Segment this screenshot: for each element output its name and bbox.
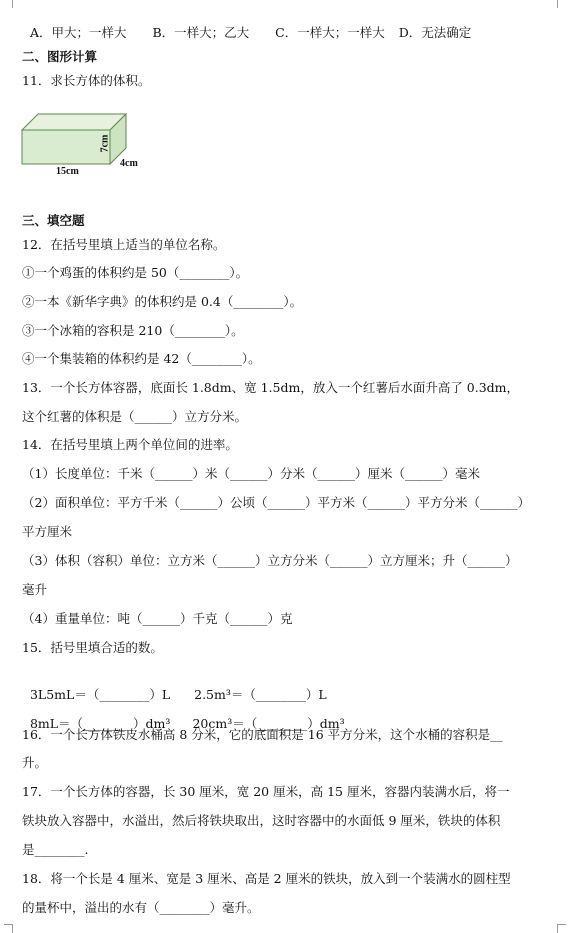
question-14-line3: （3）体积（容积）单位：立方米（______）立方分米（______）立方厘米；升（______）	[22, 553, 518, 568]
question-15-stem: 15．括号里填合适的数。	[22, 640, 163, 655]
question-14-line4: （4）重量单位：吨（______）千克（______）克	[22, 611, 293, 626]
question-16-line1: 16．一个长方体铁皮水桶高 8 分米，它的底面积是 16 平方分米，这个水桶的容积是__	[22, 727, 503, 742]
question-15-a: 3L5mL＝（________）L	[29, 687, 171, 702]
question-17-line1: 17．一个长方体的容器，长 30 厘米，宽 20 厘米，高 15 厘米，容器内装满水后，将一	[22, 784, 510, 799]
question-12-item: ①一个鸡蛋的体积约是 50（________）。	[22, 265, 249, 280]
choice-c: C．一样大；一样大	[275, 25, 385, 40]
cuboid-figure	[18, 108, 158, 183]
question-11: 11．求长方体的体积。	[22, 73, 151, 88]
question-16-line2: 升。	[22, 755, 48, 770]
question-14-line2: （2）面积单位：平方千米（______）公顷（______）平方米（______）平方分米（______）	[22, 495, 530, 510]
crop-mark-bottom-left	[4, 924, 13, 933]
question-17-line2: 铁块放入容器中，水溢出，然后将铁块取出，这时容器中的水面低 9 厘米，铁块的体积	[22, 813, 501, 828]
choice-b: B．一样大；乙大	[152, 25, 250, 40]
question-12-item: ②一本《新华字典》的体积约是 0.4（________）。	[22, 294, 303, 309]
question-15-c: 8mL＝（________）dm³	[29, 716, 171, 731]
choice-d: D．无法确定	[398, 25, 472, 40]
question-12-item: ④一个集装箱的体积约是 42（________）。	[22, 351, 261, 366]
question-12-stem: 12．在括号里填上适当的单位名称。	[22, 237, 226, 252]
question-18-line1: 18．将一个长是 4 厘米、宽是 3 厘米、高是 2 厘米的铁块，放入到一个装满水的圆柱型	[22, 871, 511, 886]
question-17-line3: 是________.	[22, 842, 89, 857]
question-15-b: 2.5m³＝（________）L	[194, 687, 327, 702]
question-14-line2b: 平方厘米	[22, 524, 73, 539]
question-13-line1: 13．一个长方体容器，底面长 1.8dm、宽 1.5dm，放入一个红薯后水面升高了 0.3dm，	[22, 380, 520, 395]
question-15-d: 20cm³＝（________）dm³	[192, 716, 345, 731]
section-heading-3: 三、填空题	[22, 213, 85, 228]
cuboid-front-face	[22, 130, 110, 164]
question-14-line1: （1）长度单位：千米（______）米（______）分米（______）厘米（______）毫米	[22, 466, 480, 481]
crop-mark-top-left	[4, 0, 13, 8]
section-heading-2: 二、图形计算	[22, 49, 98, 64]
height-label: 7cm	[99, 134, 111, 153]
crop-mark-bottom-right	[557, 924, 566, 933]
crop-mark-top-right	[557, 0, 566, 8]
length-label: 15cm	[56, 166, 79, 177]
question-14-stem: 14．在括号里填上两个单位间的进率。	[22, 437, 238, 452]
question-12-item: ③一个冰箱的容积是 210（________）。	[22, 323, 244, 338]
question-18-line2: 的量杯中，溢出的水有（________）毫升。	[22, 900, 260, 915]
cuboid-top-face	[22, 114, 126, 130]
width-label: 4cm	[120, 158, 138, 169]
question-13-line2: 这个红薯的体积是（______）立方分米。	[22, 409, 248, 424]
cuboid-diagram	[18, 108, 158, 183]
choice-row	[22, 6, 471, 42]
question-14-line3b: 毫升	[22, 582, 48, 597]
choice-a: A．甲大；一样大	[29, 25, 127, 40]
